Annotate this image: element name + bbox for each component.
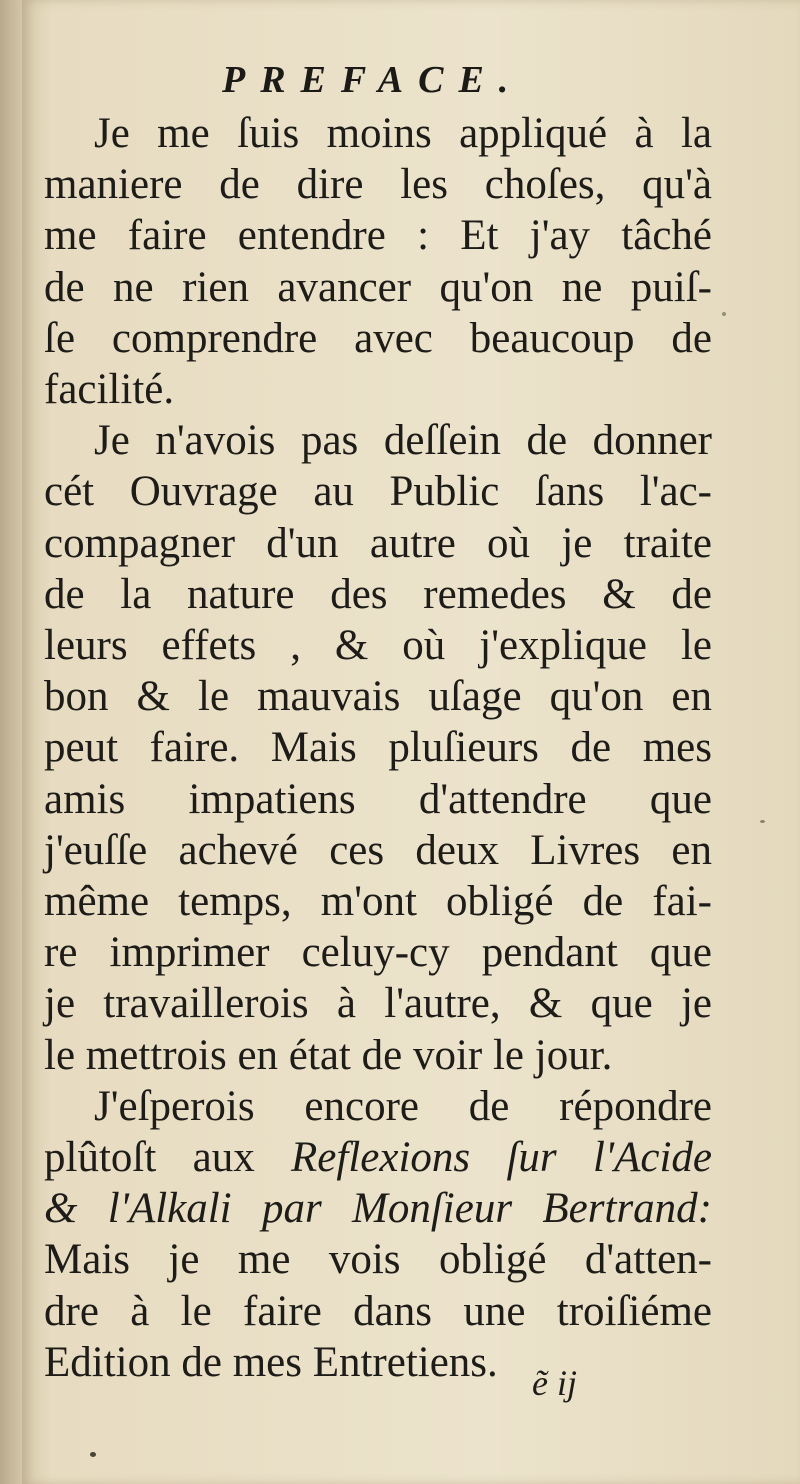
text-line: le mettrois en état de voir le jour. — [44, 1031, 613, 1079]
paragraph-1 — [44, 108, 712, 415]
text-line: de ne rien avancer qu'on ne puiſ- — [44, 263, 712, 311]
text-line: dre à le faire dans une troiſiéme — [44, 1287, 712, 1335]
page-gutter — [0, 0, 22, 1484]
text-line: re imprimer celuy-cy pendant que — [44, 929, 712, 977]
text-line: me faire entendre : Et j'ay tâché — [44, 212, 712, 260]
body-text — [44, 108, 712, 1388]
italic-reference: Reflexions ſur l'Acide — [291, 1134, 712, 1182]
text-line: leurs effets , & où j'explique le — [44, 622, 712, 670]
text-line: maniere de dire les choſes, qu'à — [44, 161, 712, 209]
text-line: peut faire. Mais pluſieurs de mes — [44, 724, 712, 772]
ink-speck — [760, 820, 765, 823]
text-line: amis impatiens d'attendre que — [44, 775, 712, 823]
text-line: même temps, m'ont obligé de fai- — [44, 878, 712, 926]
text-fragment: plûtoſt aux — [44, 1134, 292, 1182]
ink-speck — [90, 1452, 96, 1457]
text-line: compagner d'un autre où je traite — [44, 519, 712, 567]
paragraph-2 — [44, 415, 712, 1081]
text-line: Je me ſuis moins appliqué à la — [94, 110, 712, 157]
ink-speck — [722, 312, 726, 316]
text-line: de la nature des remedes & de — [44, 570, 712, 618]
text-line: je travaillerois à l'autre, & que je — [44, 980, 712, 1028]
running-head: PREFACE. — [222, 59, 524, 101]
text-line: bon & le mauvais uſage qu'on en — [44, 673, 712, 721]
text-line: ſe comprendre avec beaucoup de — [44, 314, 712, 362]
text-line: cét Ouvrage au Public ſans l'ac- — [44, 468, 712, 516]
text-line: & l'Alkali par Monſieur Bertrand: — [44, 1185, 712, 1233]
text-line: Edition de mes Entretiens. — [44, 1338, 498, 1386]
signature-mark: ẽ ij — [532, 1363, 577, 1403]
text-line: Je n'avois pas deſſein de donner — [94, 417, 712, 465]
text-line: facilité. — [44, 366, 175, 414]
paragraph-3 — [44, 1081, 712, 1388]
book-page — [22, 0, 800, 1484]
text-line: J'eſperois encore de répondre — [94, 1082, 712, 1130]
text-line: j'euſſe achevé ces deux Livres en — [44, 826, 712, 874]
text-line: Mais je me vois obligé d'atten- — [44, 1236, 712, 1284]
text-line — [44, 1132, 712, 1183]
